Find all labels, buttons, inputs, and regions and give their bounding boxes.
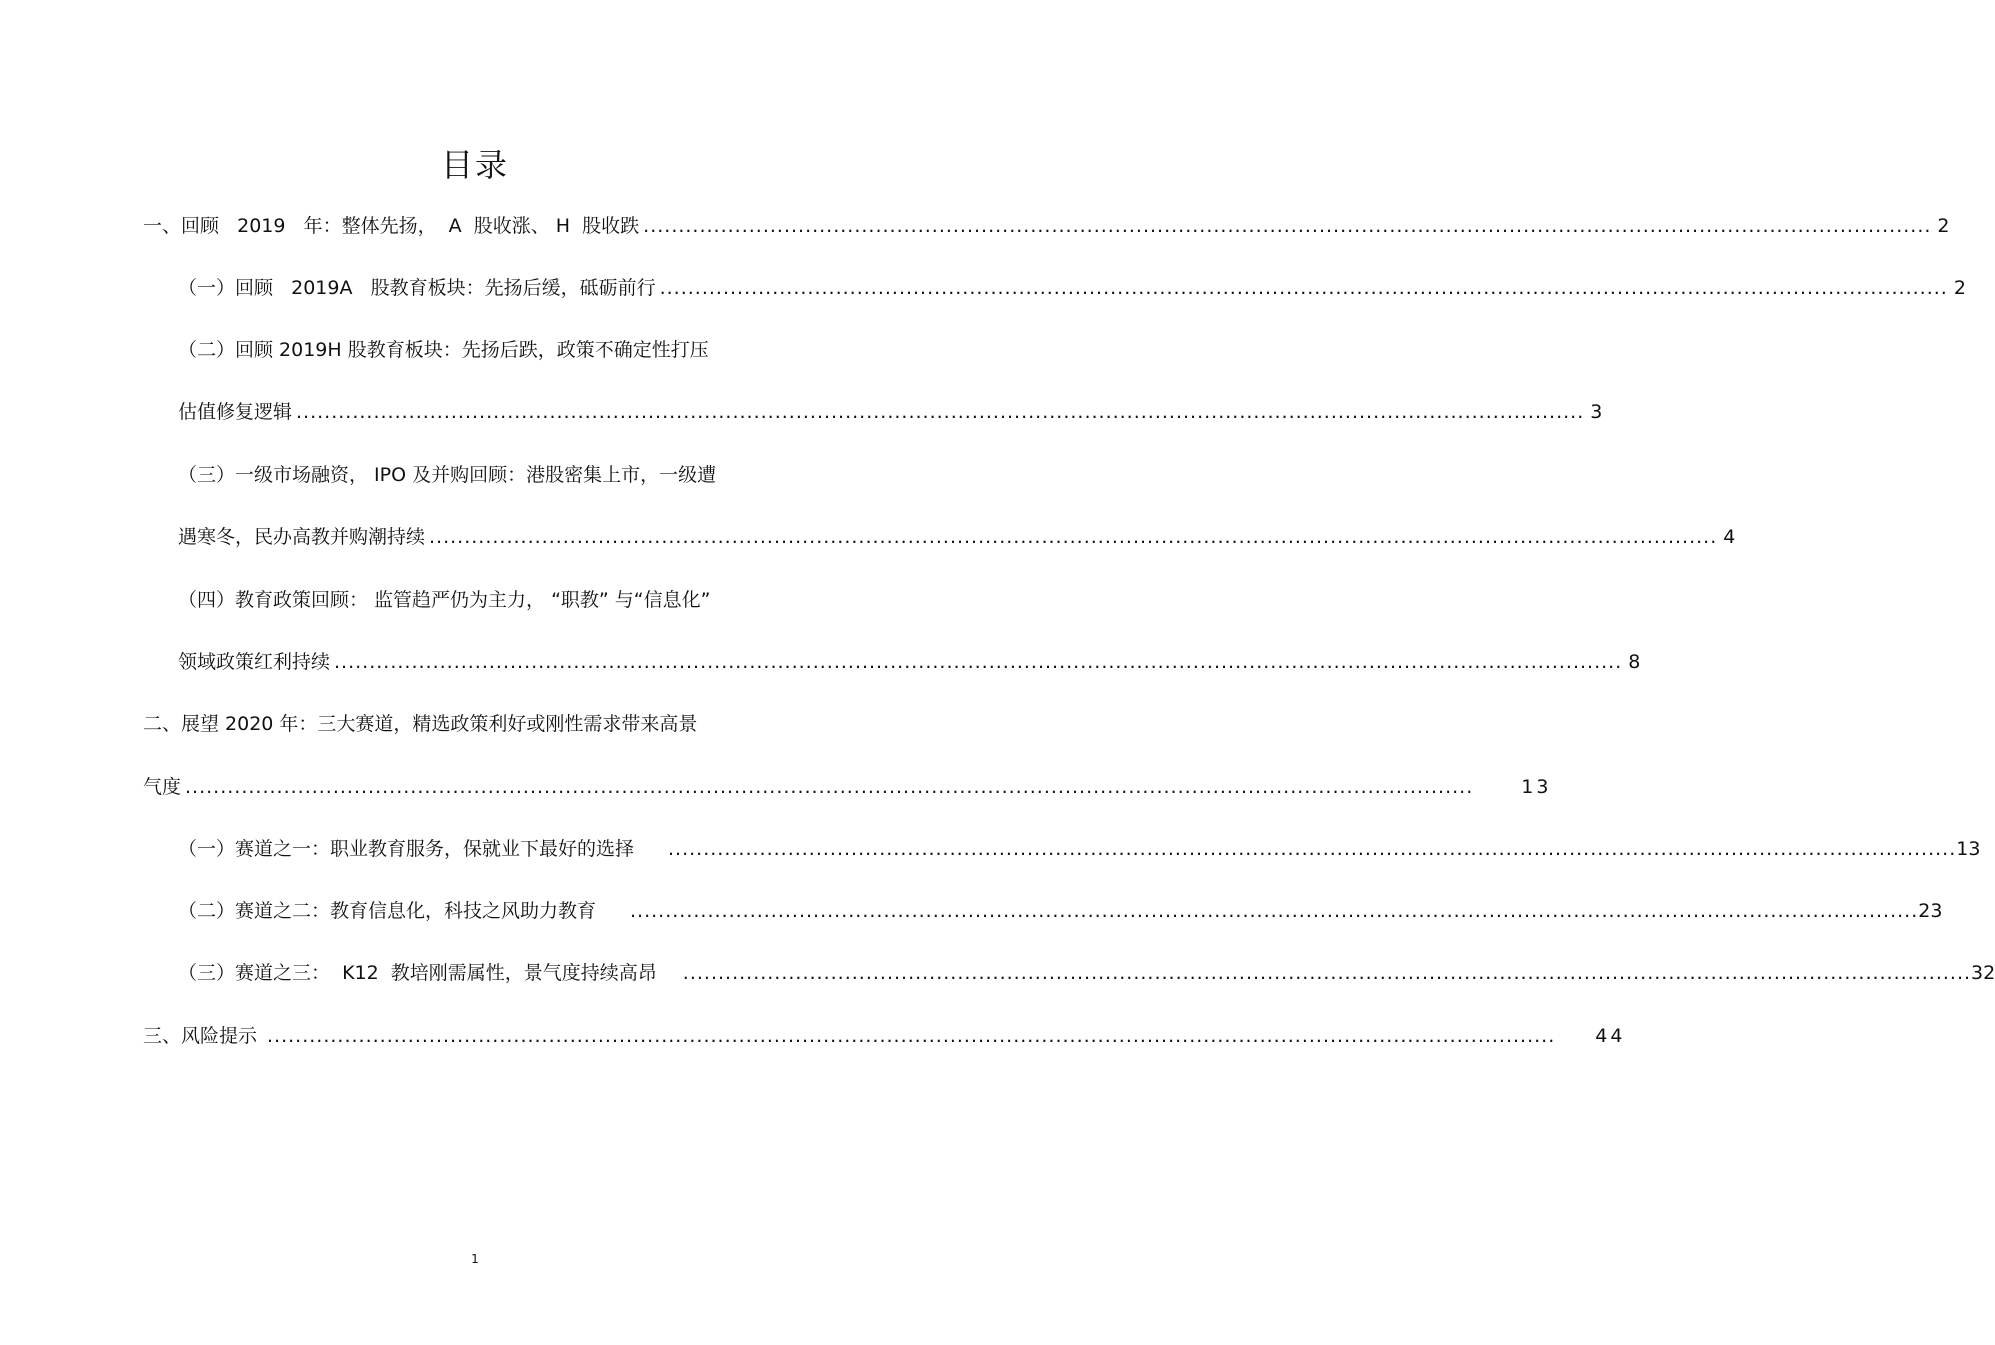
toc-entry-text: （一）回顾 2019A 股教育板块：先扬后缓，砥砺前行 — [178, 277, 656, 299]
toc-entry-text: （三）赛道之三： K12 教培刚需属性，景气度持续高昂 — [178, 962, 657, 984]
dot-leader: ....................................................................................................................................................................................... — [429, 526, 1718, 548]
page-title: 目录 — [440, 146, 509, 184]
toc-entry[interactable] — [178, 960, 1995, 986]
dot-leader: ....................................................................................................................................................................................... — [643, 215, 1932, 237]
toc-entry-page: 3 — [1590, 401, 1603, 423]
dot-leader: ....................................................................................................................................................................................... — [185, 776, 1474, 798]
toc-entry[interactable] — [178, 337, 818, 363]
toc-entry[interactable] — [143, 213, 1950, 239]
toc-entry[interactable] — [178, 275, 1966, 301]
toc-entry-continuation[interactable] — [143, 774, 1552, 800]
toc-entry-text: 三、风险提示 — [143, 1025, 258, 1047]
toc-entry-page: 8 — [1628, 651, 1641, 673]
toc-entry-page: 13 — [1521, 776, 1552, 798]
toc-entry[interactable] — [143, 1023, 1626, 1049]
toc-entry[interactable] — [178, 836, 1981, 862]
toc-entry-text: 一、回顾 2019 年：整体先扬， A 股收涨、 H 股收跌 — [143, 215, 640, 237]
toc-entry-text: 二、展望 2020 年：三大赛道，精选政策利好或刚性需求带来高景 — [143, 713, 698, 735]
toc-entry-text: 估值修复逻辑 — [178, 401, 293, 423]
toc-entry-continuation[interactable] — [178, 524, 1736, 550]
toc-entry-page: 2 — [1953, 277, 1966, 299]
toc-entry[interactable] — [178, 462, 818, 488]
toc-entry-page: 32 — [1971, 962, 1995, 984]
toc-entry-text: （二）回顾 2019H 股教育板块：先扬后跌，政策不确定性打压 — [178, 339, 709, 361]
toc-entry-page: 13 — [1956, 838, 1981, 860]
dot-leader: ....................................................................................................................................................................................... — [334, 651, 1623, 673]
toc-entry-text: 领域政策红利持续 — [178, 651, 331, 673]
toc-entry-continuation[interactable] — [178, 399, 1603, 425]
dot-leader: ....................................................................................................................................................................................... — [630, 900, 1919, 922]
toc-entry-text: （二）赛道之二：教育信息化，科技之风助力教育 — [178, 900, 597, 922]
toc-entry[interactable] — [178, 898, 1943, 924]
dot-leader: ....................................................................................................................................................................................... — [668, 838, 1957, 860]
page-number: 1 — [471, 1252, 479, 1266]
toc-entry[interactable] — [143, 711, 793, 737]
toc-entry-page: 44 — [1595, 1025, 1626, 1047]
toc-entry[interactable] — [178, 587, 828, 613]
toc-entry-page: 4 — [1723, 526, 1736, 548]
toc-entry-page: 23 — [1918, 900, 1943, 922]
toc-entry-page: 2 — [1937, 215, 1950, 237]
dot-leader: ....................................................................................................................................................................................... — [267, 1025, 1556, 1047]
toc-entry-text: 遇寒冬，民办高教并购潮持续 — [178, 526, 426, 548]
toc-entry-text: 气度 — [143, 776, 182, 798]
dot-leader: ....................................................................................................................................................................................... — [296, 401, 1585, 423]
toc-entry-text: （四）教育政策回顾： 监管趋严仍为主力， “职教” 与“信息化” — [178, 589, 711, 611]
toc-entry-text: （一）赛道之一：职业教育服务，保就业下最好的选择 — [178, 838, 635, 860]
toc-entry-text: （三）一级市场融资， IPO 及并购回顾：港股密集上市，一级遭 — [178, 464, 717, 486]
dot-leader: ....................................................................................................................................................................................... — [682, 962, 1972, 984]
toc-entry-continuation[interactable] — [178, 649, 1641, 675]
dot-leader: ....................................................................................................................................................................................... — [659, 277, 1948, 299]
